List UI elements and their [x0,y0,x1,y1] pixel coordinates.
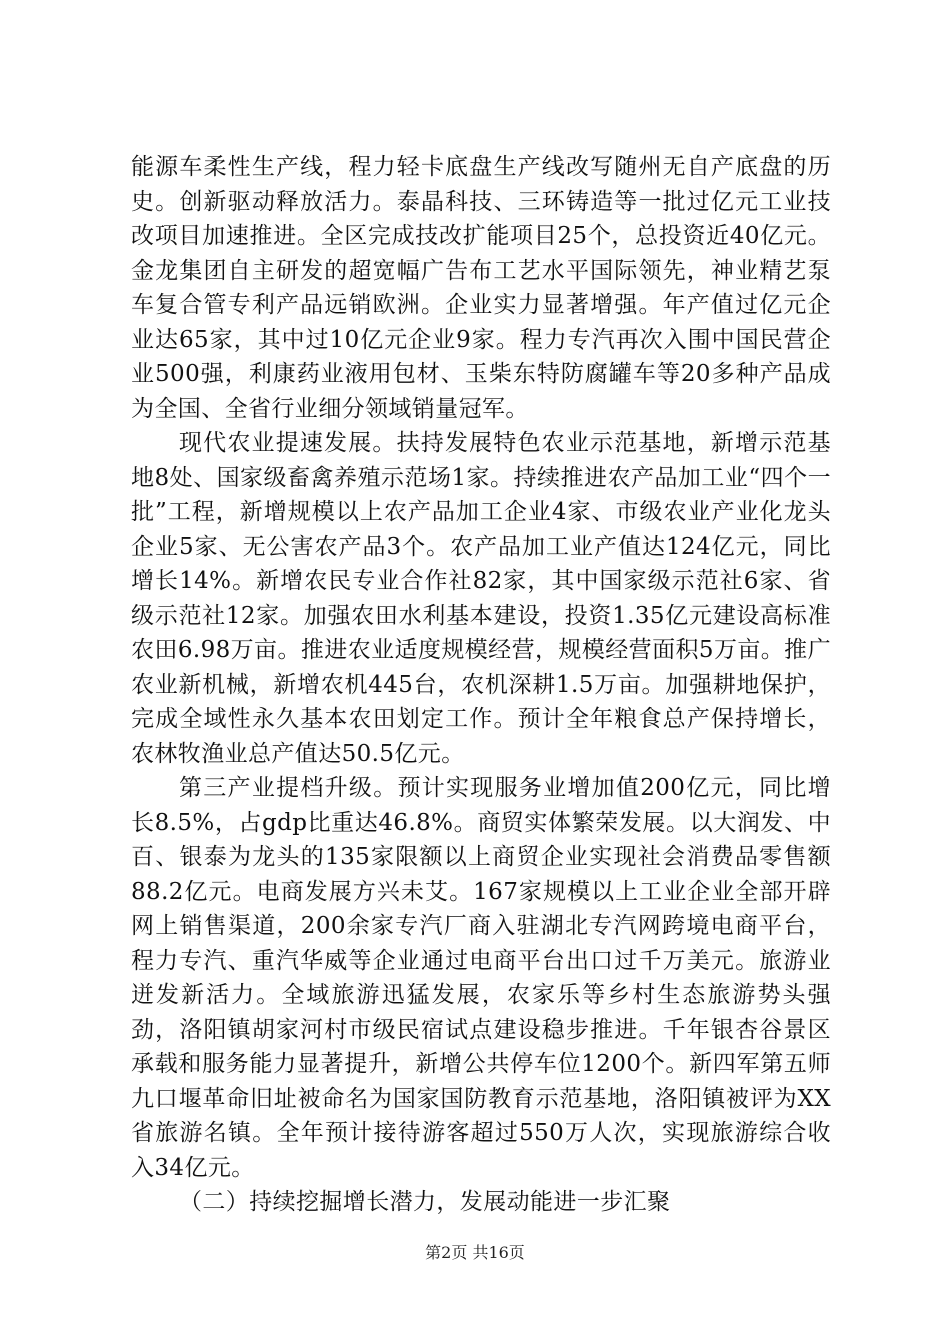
paragraph-agriculture: 现代农业提速发展。扶持发展特色农业示范基地，新增示范基地8处、国家级畜禽养殖示范场1家。持续推进农产品加工业“四个一批”工程，新增规模以上农产品加工企业4家、市级农业产业化龙头企业5家、无公害农产品3个。农产品加工业产值达124亿元，同比增长14%。新增农民专业合作社82家，其中国家级示范社6家、省级示范社12家。加强农田水利基本建设，投资1.35亿元建设高标准农田6.98万亩。推进农业适度规模经营，规模经营面积5万亩。推广农业新机械，新增农机445台，农机深耕1.5万亩。加强耕地保护，完成全域性永久基本农田划定工作。预计全年粮食总产保持增长，农林牧渔业总产值达50.5亿元。 [131,430,831,767]
paragraph-continued: 能源车柔性生产线，程力轻卡底盘生产线改写随州无自产底盘的历史。创新驱动释放活力。泰晶科技、三环铸造等一批过亿元工业技改项目加速推进。全区完成技改扩能项目25个，总投资近40亿元。金龙集团自主研发的超宽幅广告布工艺水平国际领先，神业精艺泵车复合管专利产品远销欧洲。企业实力显著增强。年产值过亿元企业达65家，其中过10亿元企业9家。程力专汽再次入围中国民营企业500强，利康药业液用包材、玉柴东特防腐罐车等20多种产品成为全国、全省行业细分领域销量冠军。 [131,154,831,422]
body-text [131,150,831,1220]
page-footer: 第2页 共16页 [425,1243,525,1262]
paragraph-tertiary-industry: 第三产业提档升级。预计实现服务业增加值200亿元，同比增长8.5%，占gdp比重达46.8%。商贸实体繁荣发展。以大润发、中百、银泰为龙头的135家限额以上商贸企业实现社会消费品零售额88.2亿元。电商发展方兴未艾。167家规模以上工业企业全部开辟网上销售渠道，200余家专汽厂商入驻湖北专汽网跨境电商平台，程力专汽、重汽华威等企业通过电商平台出口过千万美元。旅游业迸发新活力。全域旅游迅猛发展，农家乐等乡村生态旅游势头强劲，洛阳镇胡家河村市级民宿试点建设稳步推进。千年银杏谷景区承载和服务能力显著提升，新增公共停车位1200个。新四军第五师九口堰革命旧址被命名为国家国防教育示范基地，洛阳镇被评为XX省旅游名镇。全年预计接待游客超过550万人次，实现旅游综合收入34亿元。 [131,775,831,1181]
section-heading: （二）持续挖掘增长潜力，发展动能进一步汇聚 [179,1189,671,1215]
